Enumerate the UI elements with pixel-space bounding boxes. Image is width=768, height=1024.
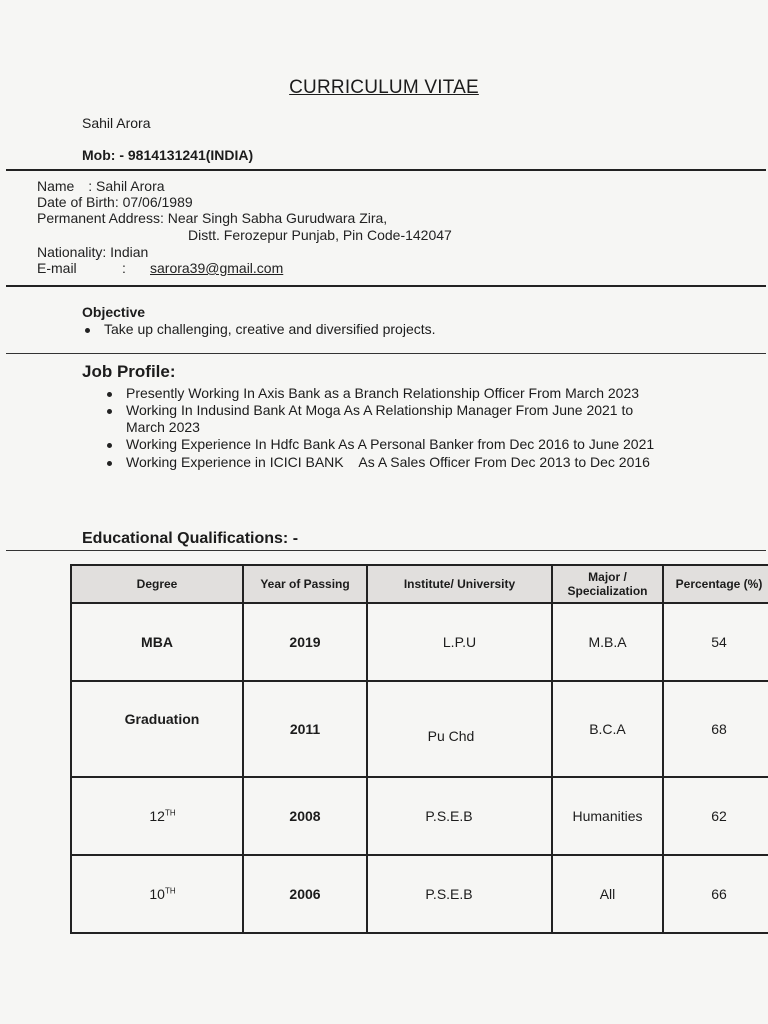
institute-cell: P.S.E.B	[367, 777, 552, 855]
divider	[6, 353, 766, 354]
objective-heading: Objective	[82, 304, 146, 320]
nationality-label: Nationality:	[37, 244, 107, 260]
candidate-name: Sahil Arora	[82, 115, 151, 131]
degree-cell	[71, 855, 243, 933]
education-heading: Educational Qualifications: -	[82, 530, 299, 547]
degree-cell	[71, 777, 243, 855]
column-header-degree: Degree	[71, 565, 243, 603]
nationality-value: Indian	[110, 244, 149, 260]
dob-row	[37, 194, 193, 211]
column-header-percentage: Percentage (%)	[663, 565, 768, 603]
degree-suffix: TH	[164, 808, 176, 818]
table-row	[71, 777, 768, 855]
percentage-cell: 62	[663, 777, 768, 855]
address-label: Permanent Address:	[37, 210, 164, 226]
degree-cell: Graduation	[71, 681, 243, 777]
degree-value: 12	[149, 808, 165, 824]
education-table	[70, 564, 768, 934]
list-item: Presently Working In Axis Bank as a Branch Relationship Officer From March 2023	[104, 385, 664, 402]
institute-cell: Pu Chd	[367, 681, 552, 777]
table-row	[71, 855, 768, 933]
address-line-1: Near Singh Sabha Gurudwara Zira,	[167, 210, 388, 226]
address-line-2: Distt. Ferozepur Punjab, Pin Code-142047	[188, 227, 452, 243]
email-link[interactable]: sarora39@gmail.com	[150, 260, 284, 276]
email-label: E-mail	[37, 260, 77, 276]
address-row	[37, 210, 387, 227]
degree-suffix: TH	[164, 886, 176, 896]
column-header-major: Major / Specialization	[552, 565, 663, 603]
major-cell: All	[552, 855, 663, 933]
job-profile-heading: Job Profile:	[82, 362, 176, 381]
table-row	[71, 603, 768, 681]
year-cell: 2008	[243, 777, 367, 855]
year-cell: 2011	[243, 681, 367, 777]
list-item: Take up challenging, creative and diversified projects.	[82, 321, 436, 337]
list-item: Working In Indusind Bank At Moga As A Relationship Manager From June 2021 to March 2023	[104, 402, 664, 436]
institute-cell: L.P.U	[367, 603, 552, 681]
column-header-year: Year of Passing	[243, 565, 367, 603]
name-row	[37, 178, 165, 195]
major-cell: M.B.A	[552, 603, 663, 681]
email-separator: :	[122, 260, 126, 276]
major-cell: Humanities	[552, 777, 663, 855]
institute-cell: P.S.E.B	[367, 855, 552, 933]
list-item: Working Experience In Hdfc Bank As A Personal Banker from Dec 2016 to June 2021	[104, 436, 664, 453]
dob-label: Date of Birth:	[37, 194, 119, 210]
year-cell: 2006	[243, 855, 367, 933]
degree-value: 10	[149, 886, 165, 902]
name-value: : Sahil Arora	[88, 178, 165, 194]
major-cell: B.C.A	[552, 681, 663, 777]
percentage-cell: 54	[663, 603, 768, 681]
name-label: Name	[37, 178, 75, 194]
table-header-row	[71, 565, 768, 603]
nationality-row	[37, 244, 148, 261]
dob-value: 07/06/1989	[122, 194, 193, 210]
divider	[6, 169, 766, 171]
list-item: Working Experience in ICICI BANK As A Sales Officer From Dec 2013 to Dec 2016	[104, 454, 664, 471]
degree-cell: MBA	[71, 603, 243, 681]
job-profile-list	[104, 385, 664, 471]
percentage-cell: 68	[663, 681, 768, 777]
email-row	[37, 260, 77, 277]
percentage-cell: 66	[663, 855, 768, 933]
objective-list	[82, 321, 436, 337]
divider	[6, 285, 766, 287]
mobile-number: Mob: - 9814131241(INDIA)	[82, 147, 254, 163]
table-row	[71, 681, 768, 777]
document-title: CURRICULUM VITAE	[289, 77, 479, 98]
divider	[6, 550, 766, 551]
year-cell: 2019	[243, 603, 367, 681]
column-header-institute: Institute/ University	[367, 565, 552, 603]
